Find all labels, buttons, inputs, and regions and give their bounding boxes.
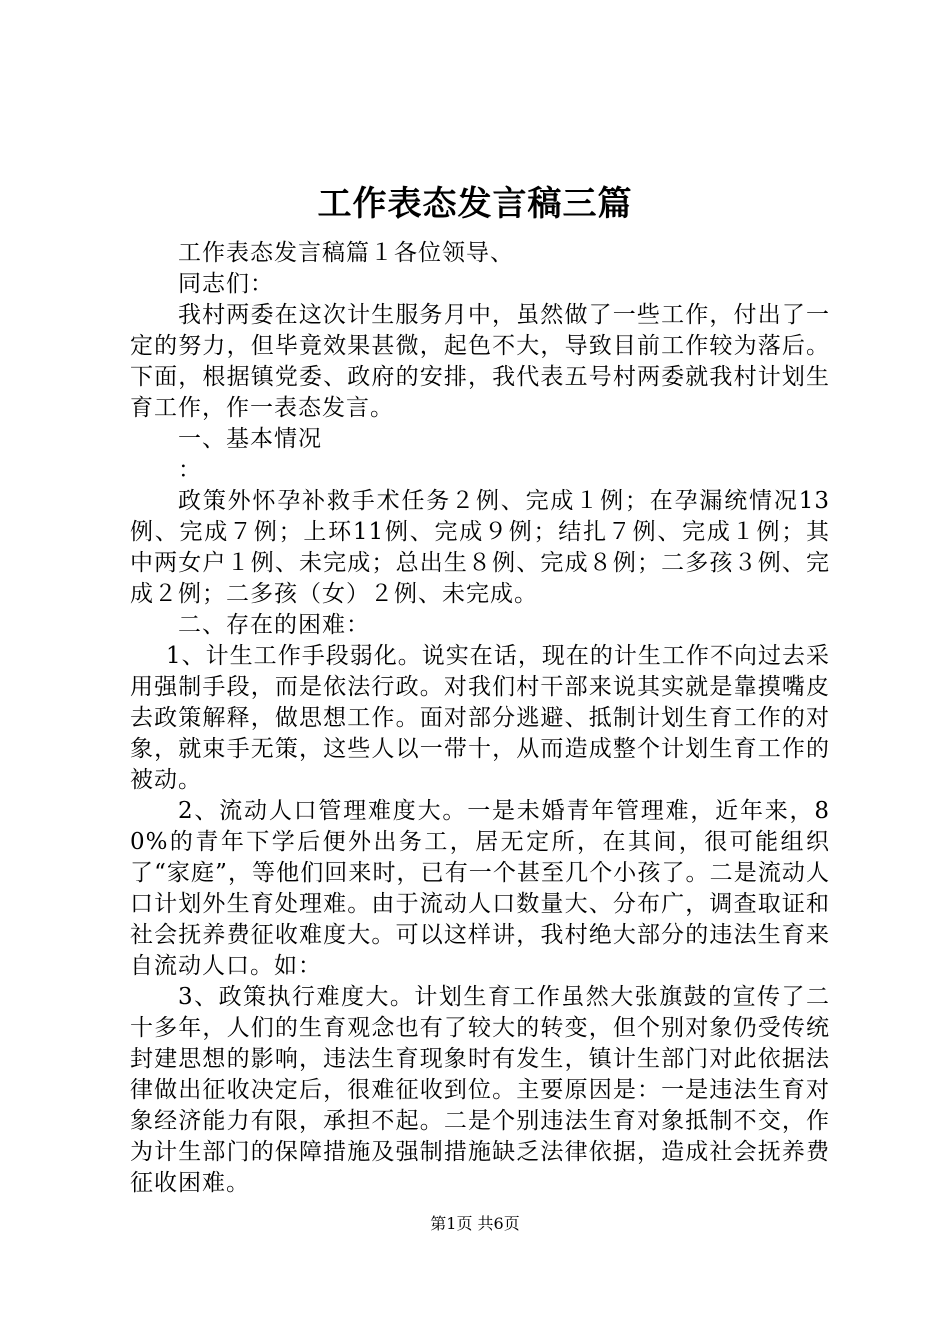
section-heading-basic: 一、基本情况 bbox=[178, 426, 322, 452]
paragraph-difficulty-1: 1、计生工作手段弱化。说实在话，现在的计生工作不向过去采用强制手段，而是依法行政。对我们村干部来说其实就是靠摸嘴皮去政策解释，做思想工作。面对部分逃避、抵制计划生育工作的对象，就束手无策，这些人以一带十，从而造成整个计划生育工作的被动。 bbox=[130, 643, 830, 793]
document-body bbox=[130, 238, 830, 1199]
document-title: 工作表态发言稿三篇 bbox=[317, 184, 633, 224]
paragraph-salutation: 同志们： bbox=[178, 271, 274, 297]
paragraph-colon: ： bbox=[178, 457, 202, 483]
paragraph-difficulty-3: 3、政策执行难度大。计划生育工作虽然大张旗鼓的宣传了二十多年，人们的生育观念也有了较大的转变，但个别对象仍受传统封建思想的影响，违法生育现象时有发生，镇计生部门对此依据法律做出征收决定后，很难征收到位。主要原因是：一是违法生育对象经济能力有限，承担不起。二是个别违法生育对象抵制不交，作为计生部门的保障措施及强制措施缺乏法律依据，造成社会抚养费征收困难。 bbox=[130, 984, 830, 1196]
paragraph-statistics: 政策外怀孕补救手术任务２例、完成１例；在孕漏统情况13例、完成７例；上环11例、完成９例；结扎７例、完成１例；其中两女户１例、未完成；总出生８例、完成８例；二多孩３例、完成２例；二多孩（女）２例、未完成。 bbox=[130, 488, 830, 607]
paragraph-intro: 我村两委在这次计生服务月中，虽然做了一些工作，付出了一定的努力，但毕竟效果甚微，起色不大，导致目前工作较为落后。下面，根据镇党委、政府的安排，我代表五号村两委就我村计划生育工作，作一表态发言。 bbox=[130, 302, 830, 421]
paragraph-difficulty-2: 2、流动人口管理难度大。一是未婚青年管理难，近年来，80%的青年下学后便外出务工，居无定所，在其间，很可能组织了“家庭”，等他们回来时，已有一个甚至几个小孩了。二是流动人口计划外生育处理难。由于流动人口数量大、分布广，调查取证和社会抚养费征收难度大。可以这样讲，我村绝大部分的违法生育来自流动人口。如： bbox=[130, 798, 830, 979]
page-footer: 第1页 共6页 bbox=[430, 1214, 520, 1233]
paragraph-greeting: 工作表态发言稿篇１各位领导、 bbox=[178, 240, 514, 266]
section-heading-difficulties: 二、存在的困难： bbox=[178, 612, 370, 638]
